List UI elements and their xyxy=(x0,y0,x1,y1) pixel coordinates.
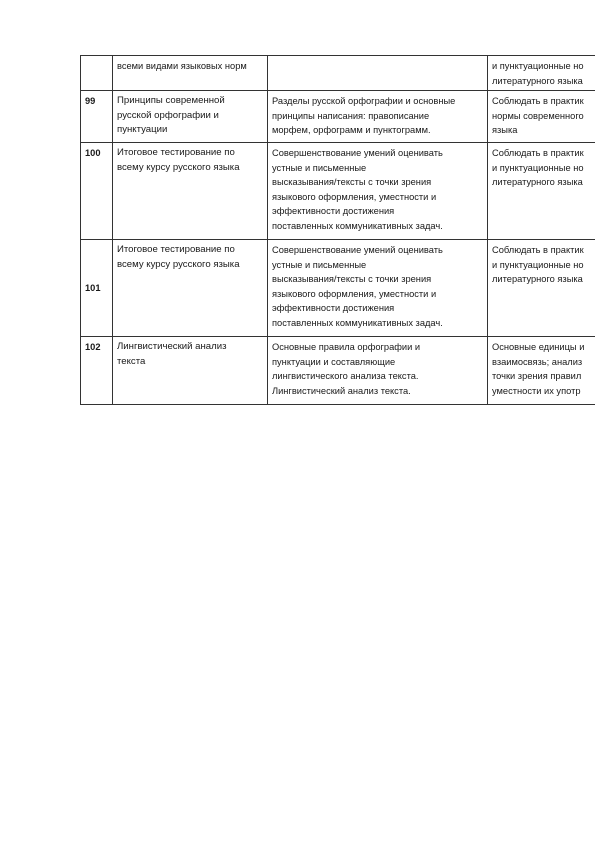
lesson-number-cell xyxy=(81,240,113,337)
skills-line: точки зрения правил xyxy=(492,371,582,381)
skills-cell xyxy=(488,91,595,143)
topic-cell xyxy=(113,240,268,337)
content-line: устные и письменные xyxy=(272,259,367,270)
content-line: Основные правила орфографии и xyxy=(272,342,421,352)
skills-cell xyxy=(488,143,595,240)
content-line: высказывания/тексты с точки зрения xyxy=(272,274,432,284)
skills-line: взаимосвязь; анализ xyxy=(492,356,583,367)
topic-line: Итоговое тестирование по xyxy=(117,244,235,255)
content-line: поставленных коммуникативных задач. xyxy=(272,220,443,231)
table-row xyxy=(81,240,595,337)
content-line: Разделы русской орфографии и основные xyxy=(272,96,456,106)
skills-line: и пунктуационные но xyxy=(492,61,584,71)
content-cell xyxy=(268,240,488,337)
skills-line: литературного языка xyxy=(492,274,583,284)
content-cell xyxy=(268,337,488,405)
skills-line: уместности их употр xyxy=(492,385,581,396)
skills-line: Основные единицы и xyxy=(492,342,585,352)
content-cell xyxy=(268,91,488,143)
skills-line: Соблюдать в практик xyxy=(492,148,584,158)
content-line: устные и письменные xyxy=(272,162,367,173)
content-line: пунктуации и составляющие xyxy=(272,356,396,367)
skills-line: и пунктуационные но xyxy=(492,259,584,270)
topic-line: русской орфографии и xyxy=(117,109,219,121)
topic-line: пунктуации xyxy=(117,124,168,135)
content-line: языкового оформления, уместности и xyxy=(272,191,437,202)
skills-line: Соблюдать в практик xyxy=(492,245,584,255)
table-row xyxy=(81,337,595,405)
topic-cell xyxy=(113,56,268,91)
lesson-number-cell xyxy=(81,337,113,405)
lesson-number-cell xyxy=(81,91,113,143)
lesson-number: 101 xyxy=(85,283,101,294)
topic-cell xyxy=(113,91,268,143)
skills-cell xyxy=(488,337,595,405)
content-line: Совершенствование умений оценивать xyxy=(272,245,443,255)
topic-cell xyxy=(113,143,268,240)
content-line: поставленных коммуникативных задач. xyxy=(272,317,443,328)
skills-line: Соблюдать в практик xyxy=(492,96,584,106)
topic-cell xyxy=(113,337,268,405)
lesson-number-cell xyxy=(81,56,113,91)
skills-line: языка xyxy=(492,125,518,135)
content-line: Лингвистический анализ текста. xyxy=(272,385,411,396)
content-line: принципы написания: правописание xyxy=(272,110,430,121)
content-line: высказывания/тексты с точки зрения xyxy=(272,177,432,187)
content-line: Совершенствование умений оценивать xyxy=(272,148,443,158)
content-line: лингвистического анализа текста. xyxy=(272,371,419,381)
lesson-number: 100 xyxy=(85,148,101,158)
content-line: эффективности достижения xyxy=(272,303,395,313)
skills-cell xyxy=(488,56,595,91)
skills-line: и пунктуационные но xyxy=(492,162,584,173)
skills-line: литературного языка xyxy=(492,75,583,86)
content-cell xyxy=(268,56,488,91)
lesson-number-cell xyxy=(81,143,113,240)
skills-line: литературного языка xyxy=(492,177,583,187)
skills-line: нормы современного xyxy=(492,110,584,121)
content-cell xyxy=(268,143,488,240)
lesson-number: 99 xyxy=(85,96,96,106)
content-line: эффективности достижения xyxy=(272,206,395,216)
topic-line: всему курсу русского языка xyxy=(117,258,240,270)
topic-line: всему курсу русского языка xyxy=(117,161,240,173)
topic-line: Итоговое тестирование по xyxy=(117,147,235,158)
table-row xyxy=(81,143,595,240)
table-row xyxy=(81,56,595,91)
content-line: морфем, орфограмм и пунктограмм. xyxy=(272,125,431,135)
lesson-number: 102 xyxy=(85,342,101,352)
skills-cell xyxy=(488,240,595,337)
content-line: языкового оформления, уместности и xyxy=(272,288,437,299)
topic-line: текста xyxy=(117,355,146,367)
topic-line: всеми видами языковых норм xyxy=(117,61,247,71)
topic-line: Принципы современной xyxy=(117,95,225,106)
lesson-plan-table xyxy=(80,55,595,405)
table-row xyxy=(81,91,595,143)
topic-line: Лингвистический анализ xyxy=(117,341,227,352)
